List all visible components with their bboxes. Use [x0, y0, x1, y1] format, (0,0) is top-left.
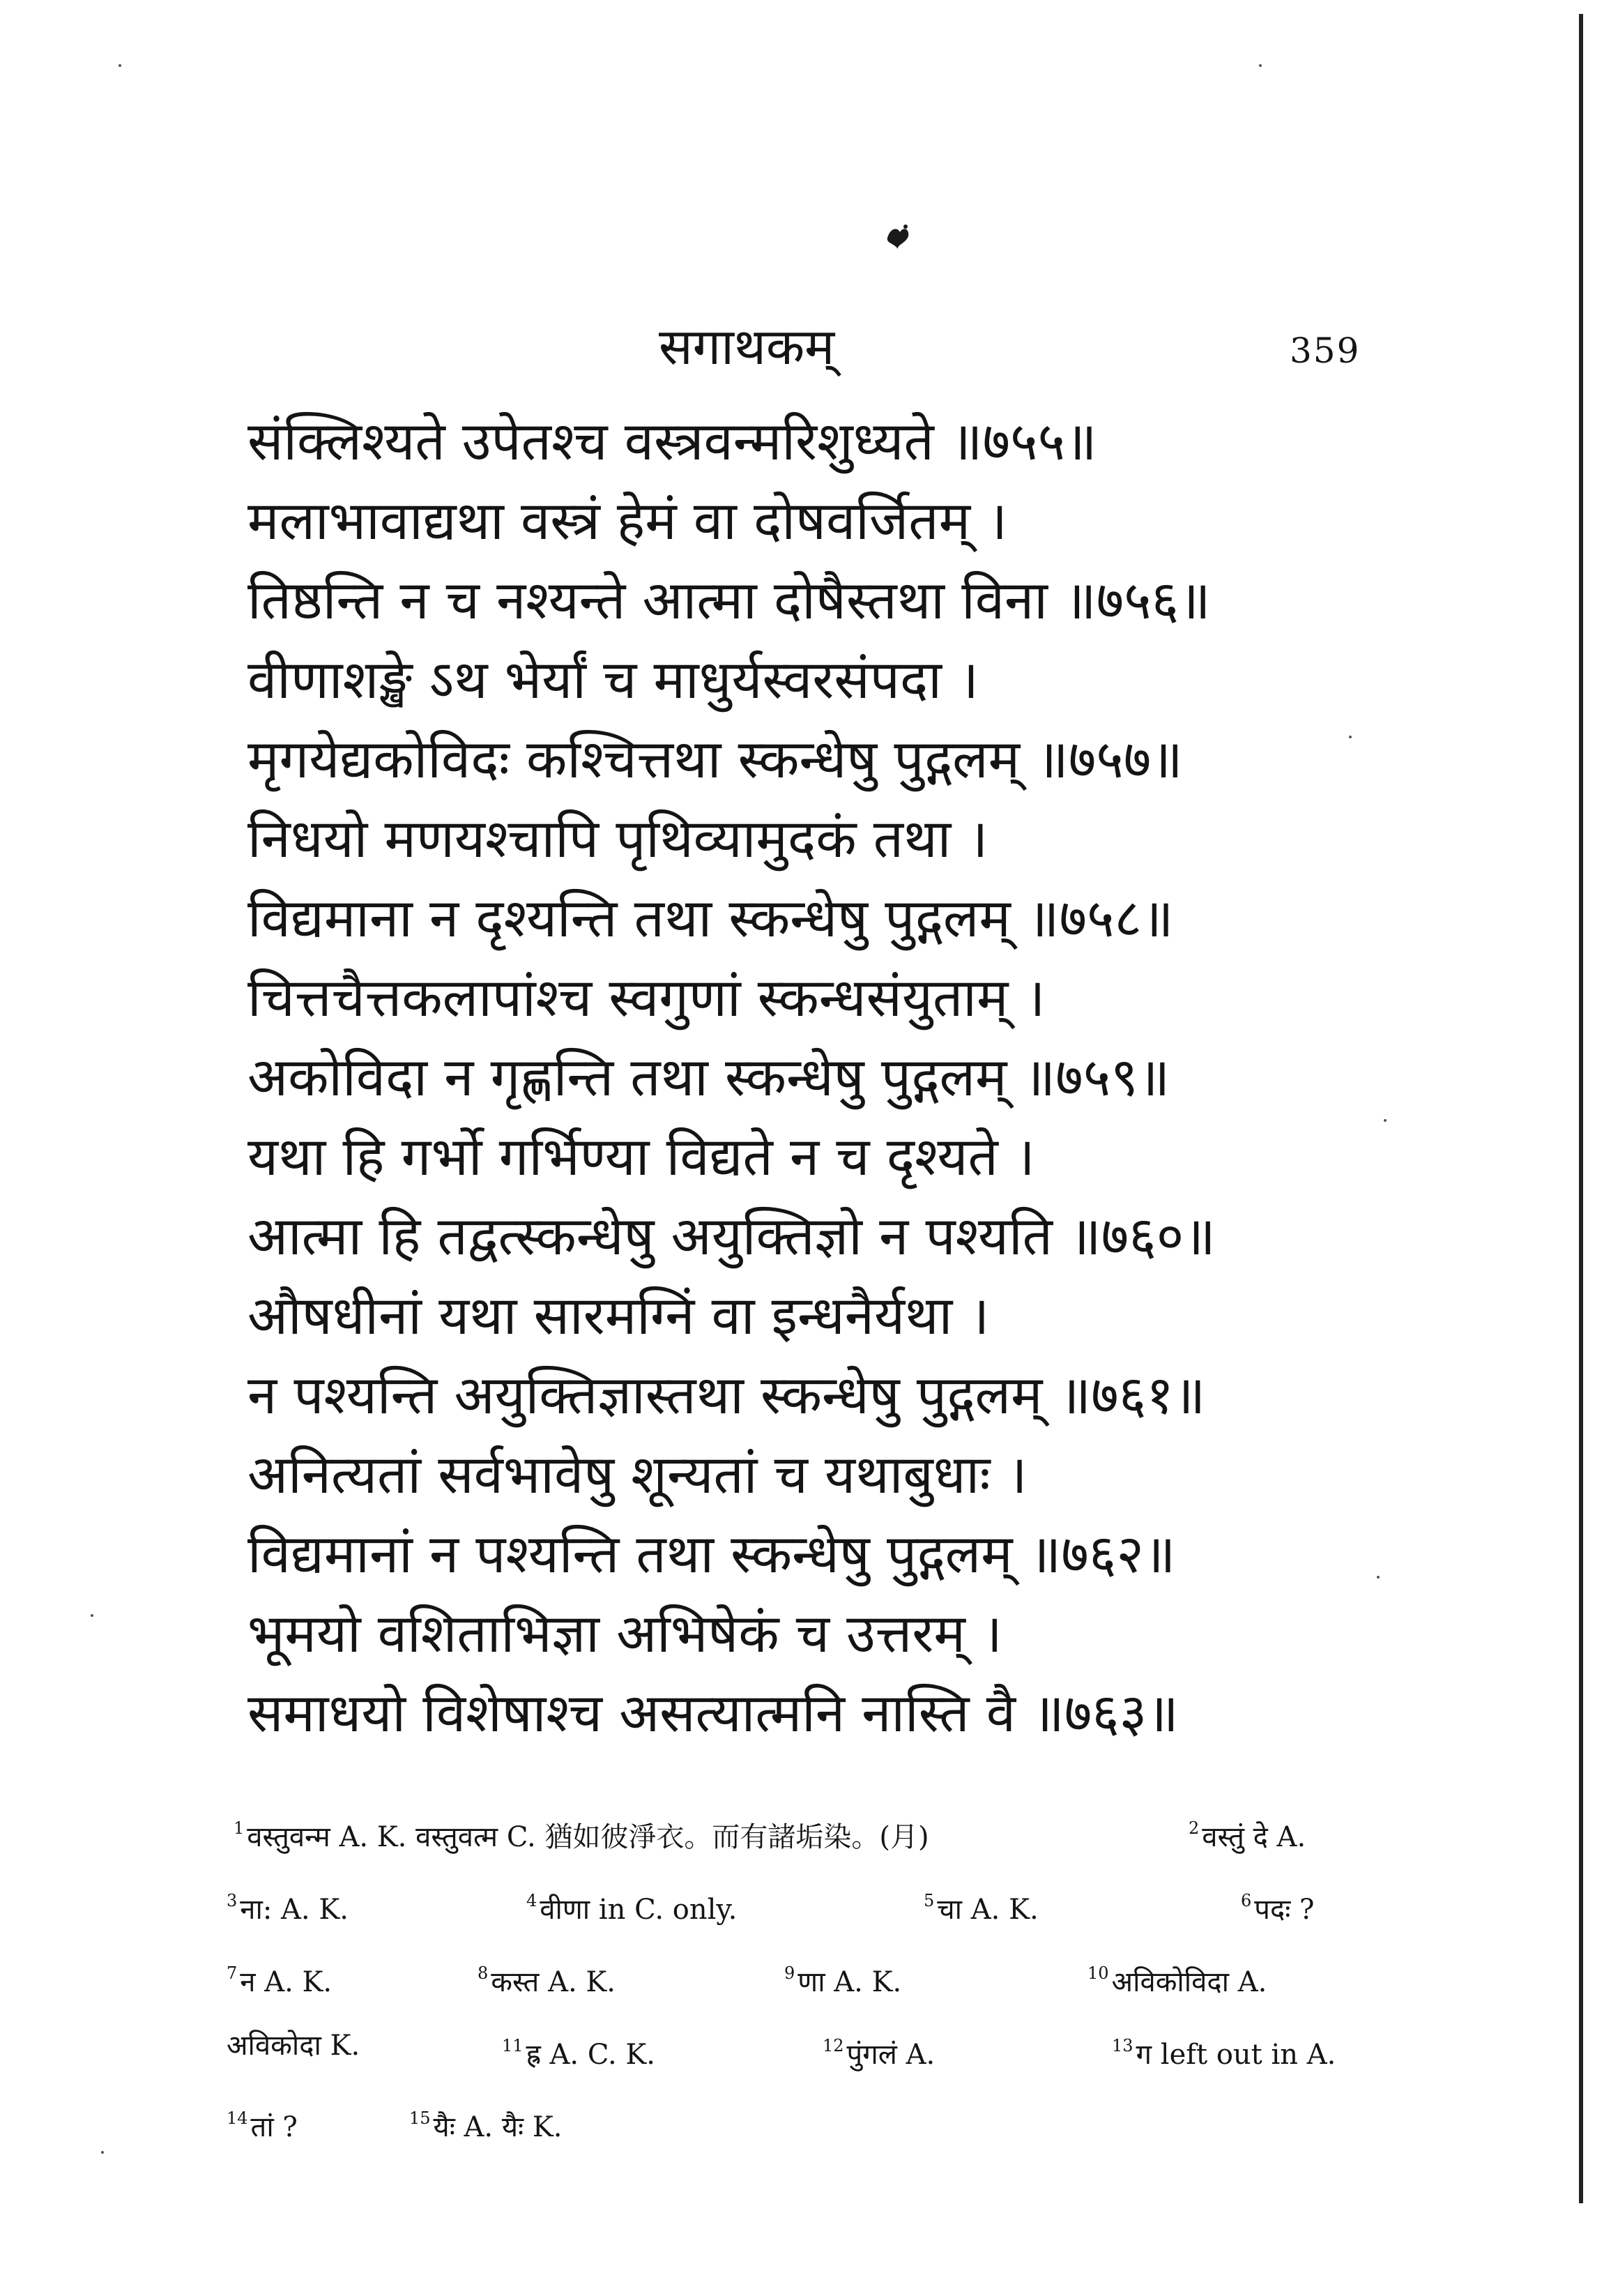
verse-line: अनित्यतां सर्वभावेषु शून्यतां च यथाबुधाः । [247, 1443, 1028, 1505]
footnote [502, 2009, 655, 2091]
footnote [1189, 1792, 1306, 1873]
footnote [227, 1937, 332, 2018]
footnote-number: 9 [784, 1963, 795, 1983]
verse-block [247, 402, 1419, 1753]
ornament-icon [882, 220, 914, 252]
verse-line: भूमयो वशिताभिज्ञा अभिषेकं च उत्तरम् । [247, 1602, 1002, 1664]
footnote-number: 1 [234, 1818, 245, 1838]
scan-speck [91, 1614, 93, 1617]
verse-line: आत्मा हि तद्वत्स्कन्धेषु अयुक्तिज्ञो न पश्यति ॥७६०॥ [247, 1205, 1216, 1267]
footnote [924, 1864, 1039, 1946]
footnote-number: 7 [227, 1963, 238, 1983]
footnote-number: 3 [227, 1891, 238, 1910]
footnote [526, 1864, 737, 1946]
footnote-number: 2 [1189, 1818, 1200, 1838]
footnote-text: पदः ? [1254, 1894, 1315, 1926]
footnote [1087, 1937, 1267, 2018]
footnote [227, 1864, 349, 1946]
footnote-text: णा A. K. [797, 1966, 902, 1998]
verse-line: तिष्ठन्ति न च नश्यन्ते आत्मा दोषैस्तथा विना ॥७५६॥ [247, 569, 1211, 631]
footnote-text: कस्त A. K. [491, 1966, 616, 1998]
footnote-row [227, 1937, 1405, 2009]
verse-line: मलाभावाद्यथा वस्त्रं हेमं वा दोषवर्जितम् । [247, 489, 1008, 552]
scan-speck [1377, 1576, 1380, 1579]
verse-line: औषधीनां यथा सारमग्निं वा इन्धनैर्यथा । [247, 1284, 990, 1346]
footnotes [227, 1792, 1405, 2154]
footnote-number: 5 [924, 1891, 935, 1910]
footnote-text: वस्तुं दे A. [1202, 1821, 1306, 1853]
footnote-number: 6 [1241, 1891, 1252, 1910]
footnote-number: 14 [227, 2108, 248, 2128]
footnote-number: 13 [1112, 2036, 1133, 2055]
verse-line: निधयो मणयश्चापि पृथिव्यामुदकं तथा । [247, 807, 988, 869]
footnote-number: 11 [502, 2036, 524, 2055]
verse-line: समाधयो विशेषाश्च असत्यात्मनि नास्ति वै ॥७६३॥ [247, 1682, 1179, 1744]
footnote-row [227, 2009, 1405, 2082]
scan-speck [1349, 736, 1352, 738]
verse-line: वीणाशङ्खे ऽथ भेर्यां च माधुर्यस्वरसंपदा । [247, 648, 979, 710]
verse-line: अकोविदा न गृह्णन्ति तथा स्कन्धेषु पुद्गलम् ॥७५९॥ [247, 1046, 1170, 1108]
footnote-row [227, 1864, 1405, 1937]
footnote-row [227, 2082, 1405, 2154]
footnote [784, 1937, 901, 2018]
footnote [1241, 1864, 1314, 1946]
footnote-text: चा A. K. [937, 1894, 1039, 1926]
footnote [234, 1792, 929, 1873]
verse-line: संक्लिश्यते उपेतश्च वस्त्रवन्मरिशुध्यते ॥७५५॥ [247, 410, 1097, 472]
footnote [823, 2009, 935, 2091]
footnote-text: पुंगलं A. [846, 2039, 936, 2071]
footnote-text: न A. K. [240, 1966, 333, 1998]
verse-line: मृगयेद्यकोविदः कश्चित्तथा स्कन्धेषु पुद्गलम् ॥७५७॥ [247, 728, 1183, 790]
footnote [478, 1937, 616, 2018]
scan-speck [119, 64, 121, 67]
footnote-text: वस्तुवन्म A. K. वस्तुवत्म C. 猶如彼淨衣。而有諸垢染。(月) [247, 1821, 929, 1853]
footnote [227, 2082, 298, 2164]
footnote-number: 15 [409, 2108, 431, 2128]
footnote-number: 10 [1087, 1963, 1109, 1983]
verse-line: यथा हि गर्भो गर्भिण्या विद्यते न च दृश्यते । [247, 1125, 1035, 1187]
verse-line: न पश्यन्ति अयुक्तिज्ञास्तथा स्कन्धेषु पुद्गलम् ॥७६१॥ [247, 1364, 1206, 1426]
footnote-text: ह्र A. C. K. [526, 2039, 656, 2071]
footnote-text: वीणा in C. only. [540, 1894, 738, 1926]
page-number: 359 [1290, 330, 1361, 371]
footnote [409, 2082, 562, 2164]
footnote [227, 2009, 360, 2082]
scan-speck [101, 2151, 104, 2154]
scan-speck [1259, 64, 1262, 67]
footnote [1112, 2009, 1336, 2091]
verse-line: विद्यमानां न पश्यन्ति तथा स्कन्धेषु पुद्गलम् ॥७६२॥ [247, 1523, 1176, 1585]
footnote-text: अविकोदा K. [227, 2030, 360, 2062]
scan-speck [1384, 1119, 1387, 1122]
footnote-text: ना: A. K. [240, 1894, 349, 1926]
footnote-number: 4 [526, 1891, 537, 1910]
footnote-number: 8 [478, 1963, 489, 1983]
footnote-text: तां ? [250, 2111, 298, 2143]
verse-line: चित्तचैत्तकलापांश्च स्वगुणां स्कन्धसंयुताम् । [247, 966, 1046, 1028]
footnote-text: अविकोविदा A. [1111, 1966, 1267, 1998]
running-head: सगाथकम् [659, 317, 835, 376]
verse-line: विद्यमाना न दृश्यन्ति तथा स्कन्धेषु पुद्गलम् ॥७५८॥ [247, 887, 1174, 949]
footnote-number: 12 [823, 2036, 844, 2055]
footnote-row [227, 1792, 1405, 1864]
footnote-text: यैः A. यैः K. [433, 2111, 563, 2143]
scan-edge-line [1579, 14, 1583, 2203]
footnote-text: ग left out in A. [1136, 2039, 1336, 2071]
